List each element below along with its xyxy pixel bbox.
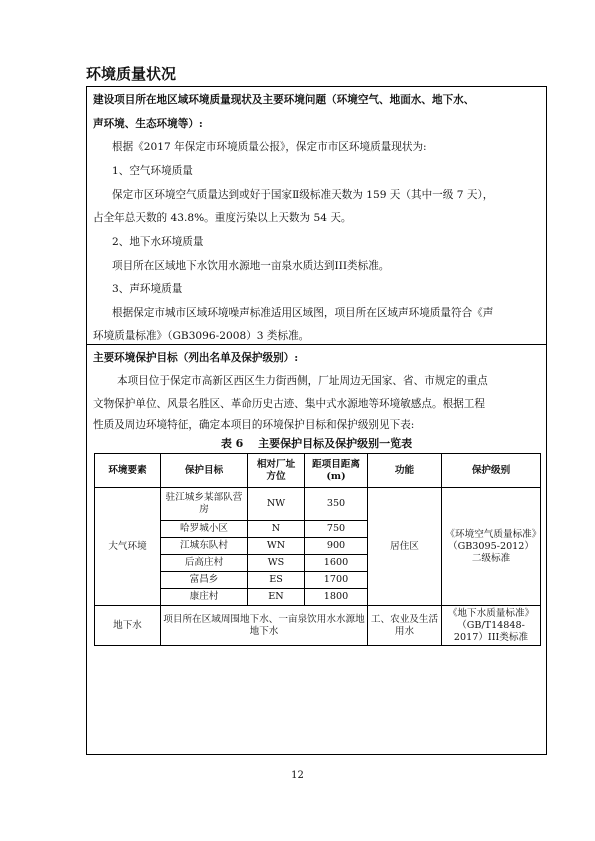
question-1-title-line2: 声环境、生态环境等）: [93,118,203,130]
target-cell: 驻江城乡某部队营房 [161,488,248,521]
header-distance: 距项目距离 (m) [305,454,368,488]
section-title: 环境质量状况 [86,65,177,83]
header-element: 环境要素 [95,454,161,488]
groundwater-level-cell: 《地下水质量标准》（GB/T14848-2017）III类标准 [442,606,541,646]
groundwater-element-cell: 地下水 [95,606,161,646]
question-1-title-line1: 建设项目所在地区域环境质量现状及主要环境问题（环境空气、地面水、地下水、 [93,94,475,106]
intro-text: 根据《2017 年保定市环境质量公报》，保定市市区环境质量现状为: [112,141,427,153]
header-function: 功能 [368,454,442,488]
target-cell: 富昌乡 [161,572,248,589]
protection-text-line1: 本项目位于保定市高新区西区生力街西侧，厂址周边无国家、省、市规定的重点 [117,375,488,387]
table-row [95,606,541,646]
table-caption: 表 6 主要保护目标及保护级别一览表 [220,437,413,450]
direction-cell: NW [248,488,305,521]
distance-cell: 1800 [305,589,368,606]
header-level: 保护级别 [442,454,541,488]
section-air-line1: 保定市区环境空气质量达到或好于国家Ⅱ级标准天数为 159 天（其中一级 7 天）， [112,189,494,201]
distance-cell: 1700 [305,572,368,589]
target-cell: 哈罗城小区 [161,521,248,538]
protection-targets-table [94,453,541,646]
distance-cell: 750 [305,521,368,538]
protection-text-line2: 文物保护单位、风景名胜区、革命历史古迹、集中式水源地等环境敏感点。根据工程 [93,398,485,410]
page-number: 12 [291,770,304,781]
header-direction: 相对厂址 方位 [248,454,305,488]
groundwater-function-cell: 工、农业及生活用水 [368,606,442,646]
distance-cell: 900 [305,538,368,555]
target-cell: 后高庄村 [161,555,248,572]
section-air-line2: 占全年总天数的 43.8%。重度污染以上天数为 54 天。 [93,212,352,224]
direction-cell: WN [248,538,305,555]
protection-text-line3: 性质及周边环境特征，确定本项目的环境保护目标和保护级别见下表: [93,419,415,431]
section-groundwater-line1: 项目所在区域地下水饮用水源地一亩泉水质达到III类标准。 [112,260,390,272]
section-divider [87,344,546,345]
distance-cell: 350 [305,488,368,521]
table-header-row [95,454,541,488]
target-cell: 江城东队村 [161,538,248,555]
section-groundwater-title: 2、地下水环境质量 [112,236,204,248]
air-level-cell: 《环境空气质量标准》（GB3095-2012）二级标准 [442,488,541,606]
table-row [95,488,541,521]
section-air-title: 1、空气环境质量 [112,165,193,177]
direction-cell: EN [248,589,305,606]
air-element-cell: 大气环境 [95,488,161,606]
target-cell: 康庄村 [161,589,248,606]
section-noise-title: 3、声环境质量 [112,283,183,295]
section-noise-line2: 环境质量标准》（GB3096-2008）3 类标准。 [93,330,310,342]
direction-cell: WS [248,555,305,572]
direction-cell: ES [248,572,305,589]
groundwater-target-cell: 项目所在区域周围地下水、一亩泉饮用水水源地地下水 [161,606,368,646]
question-2-title: 主要环境保护目标（列出名单及保护级别）: [93,352,299,364]
direction-cell: N [248,521,305,538]
content-box [86,86,547,755]
distance-cell: 1600 [305,555,368,572]
header-target: 保护目标 [161,454,248,488]
air-function-cell: 居住区 [368,488,442,606]
section-noise-line1: 根据保定市城市区域环境噪声标准适用区域图，项目所在区域声环境质量符合《声 [112,307,494,319]
